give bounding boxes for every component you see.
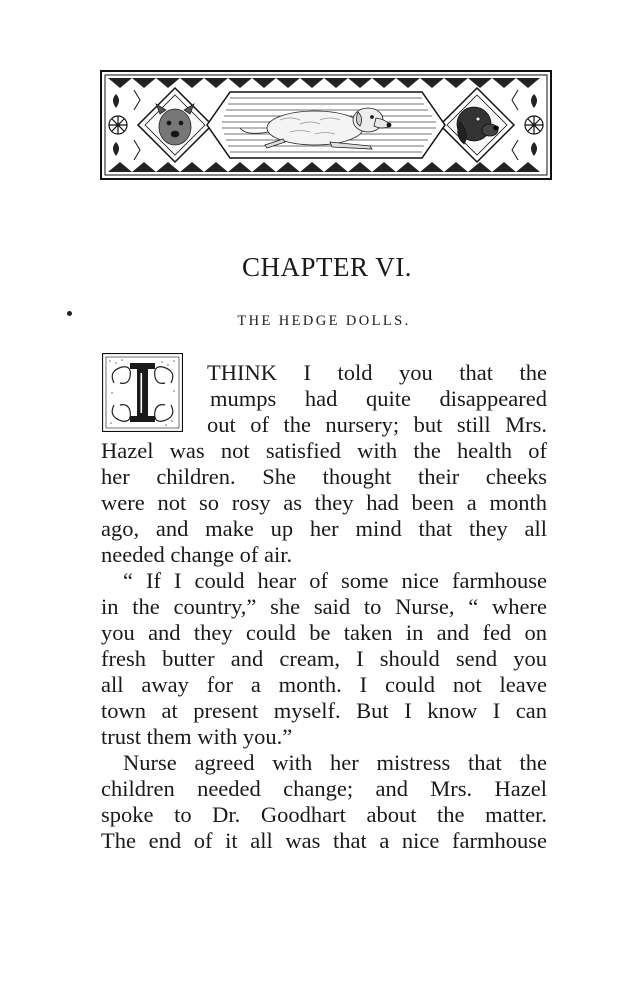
text-line: her children. She thought their cheeks [101,464,547,489]
dog-headpiece-engraving-icon [100,70,552,180]
text-line: children needed change; and Mrs. Hazel [101,776,547,801]
text-line: spoke to Dr. Goodhart about the matter. [101,802,547,827]
text-line: needed change of air. [101,542,293,567]
ornate-initial-icon [102,353,183,432]
text-line: out of the nursery; but still Mrs. [207,412,547,437]
text-line: Hazel was not satisfied with the health of [101,438,547,463]
text-line: were not so rosy as they had been a month [101,490,547,515]
text-line: ago, and make up her mind that they all [101,516,547,541]
text-line: THINK I told you that the [207,360,547,385]
text-line: mumps had quite disappeared [210,386,547,411]
text-line: fresh butter and cream, I should send you [101,646,547,671]
text-line: in the country,” she said to Nurse, “ where [101,594,547,619]
chapter-title: CHAPTER VI. [241,252,413,282]
text-line: The end of it all was that a nice farmhouse [101,828,547,853]
chapter-subtitle: THE HEDGE DOLLS. [237,313,411,329]
text-line: town at present myself. But I know I can [101,698,547,723]
text-line: trust them with you.” [101,724,293,749]
text-line: “ If I could hear of some nice farmhouse [123,568,547,593]
text-line: all away for a month. I could not leave [101,672,547,697]
text-line: you and they could be taken in and fed on [101,620,547,645]
text-line: Nurse agreed with her mistress that the [123,750,547,775]
